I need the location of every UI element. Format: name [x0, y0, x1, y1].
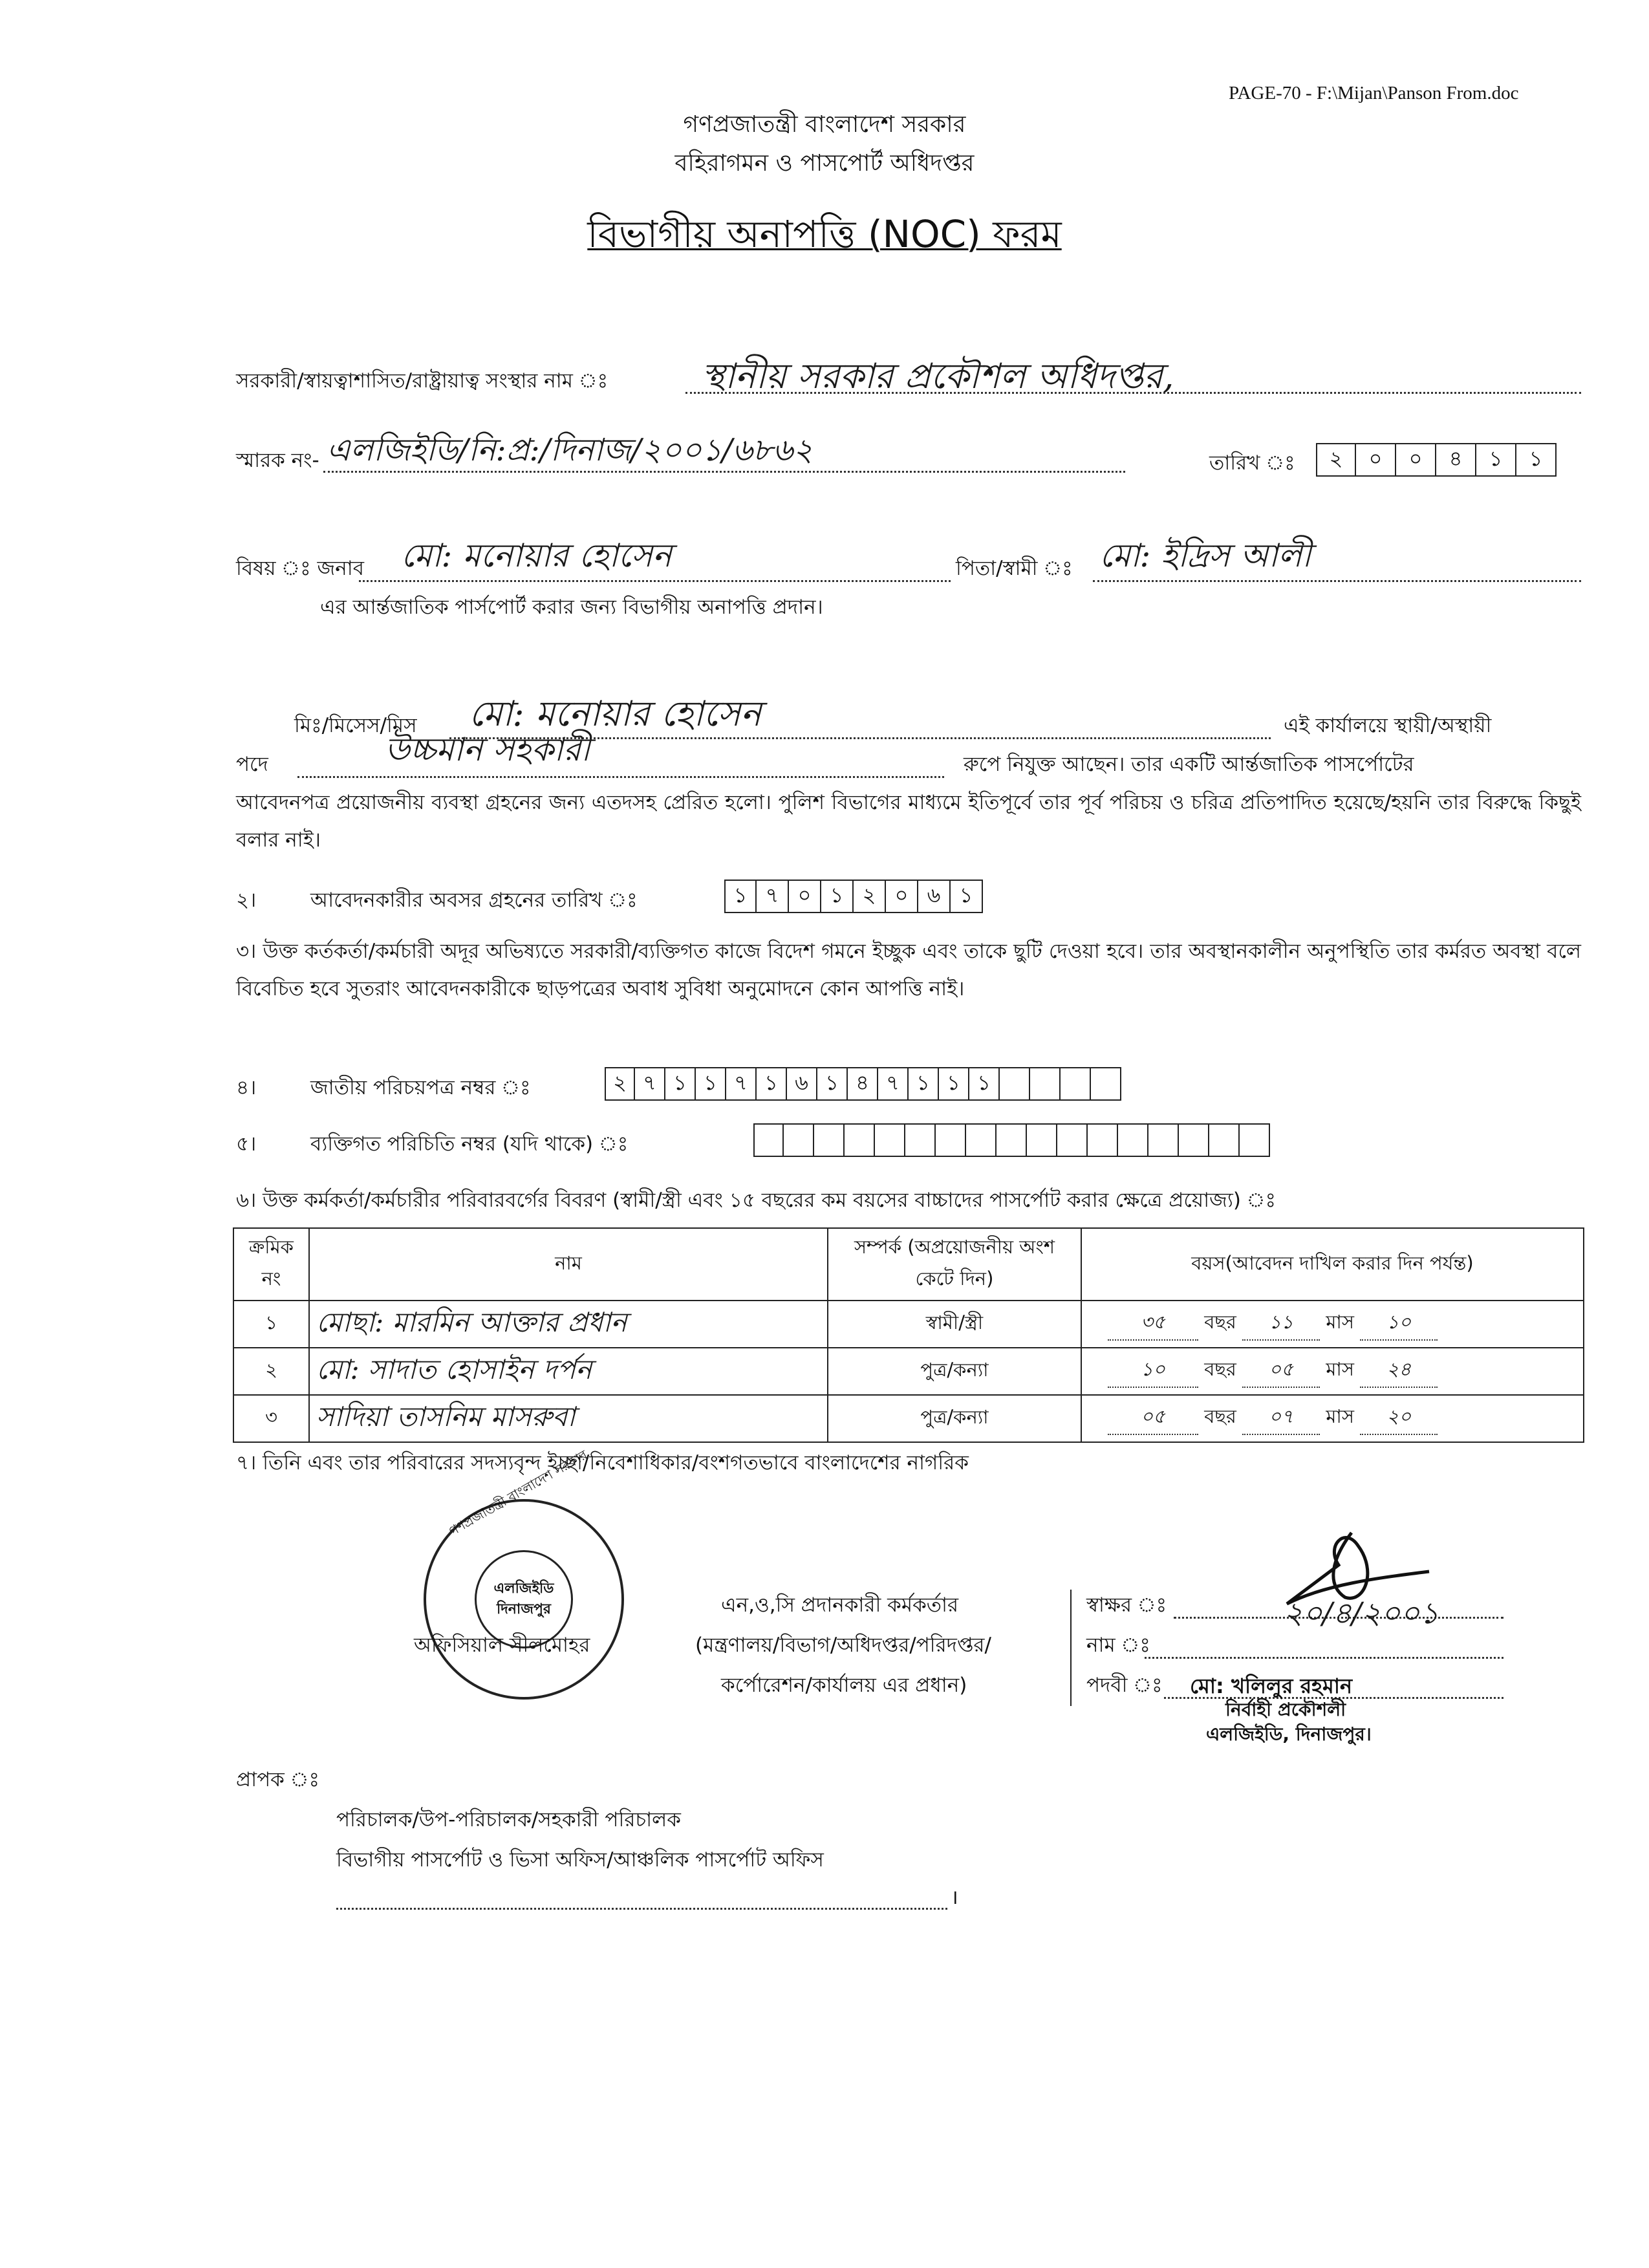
age-months: ২০ — [1360, 1402, 1438, 1435]
recipient-end: । — [951, 1886, 958, 1909]
row-name: মোছা: মারমিন আক্তার প্রধান — [309, 1301, 828, 1348]
header-serial: ক্রমিক নং — [233, 1228, 309, 1301]
sign-date: ২০/৪/২০০১ — [1284, 1595, 1439, 1630]
month-word: মাস — [1326, 1405, 1354, 1427]
nid-digit: ১ — [817, 1067, 848, 1101]
pid-digit — [1240, 1123, 1270, 1157]
nid-boxes — [605, 1067, 1121, 1101]
retire-digit: ২ — [854, 880, 886, 913]
retire-digit: ১ — [821, 880, 854, 913]
recipient-line1: পরিচালক/উপ-পরিচালক/সহকারী পরিচালক — [336, 1808, 681, 1831]
age-years: ০৫ — [1108, 1402, 1198, 1435]
item3-paragraph: ৩। উক্ত কর্তকর্তা/কর্মচারী অদূর অভিষ্যতে সরকারী/ব্যক্তিগত কাজে বিদেশ গমনে ইচ্ছুক এবং তাকে ছুটি দেওয়া হবে। তার অবস্থানকালীন অনুপস্থিতি তার কর্মরত অবস্থা বলে বিবেচিত হবে সুতরাং আবেদনকারীকে ছাড়পত্রের অবাধ সুবিধা অনুমোদনে কোন আপত্তি নাই। — [236, 940, 1581, 1000]
nid-digit: ১ — [696, 1067, 726, 1101]
seal-caption: অফিসিয়াল সীলমোহর — [414, 1634, 590, 1657]
age-y2: ০৭ — [1242, 1402, 1320, 1435]
seal-line1: এলজিইডি — [493, 1581, 554, 1597]
org-label: সরকারী/স্বায়ত্বাশাসিত/রাষ্ট্রায়াত্ব সংস্থার নাম ঃ — [236, 369, 609, 393]
issuer-line2: (মন্ত্রণালয়/বিভাগ/অধিদপ্তর/পরিদপ্তর/ — [695, 1634, 991, 1657]
year-word: বছর — [1204, 1405, 1236, 1427]
pid-digit — [1179, 1123, 1209, 1157]
stamp-title: নির্বাহী প্রকৌশলী — [1225, 1699, 1346, 1720]
nid-digit — [1000, 1067, 1030, 1101]
retirement-date-boxes — [724, 880, 983, 913]
personal-id-boxes — [753, 1123, 1270, 1157]
pid-digit — [753, 1123, 784, 1157]
row-name: সাদিয়া তাসনিম মাসরুবা — [309, 1395, 828, 1442]
post-label: পদে — [236, 753, 268, 776]
stamp-name: মো: খলিলুর রহমান — [1190, 1674, 1353, 1698]
nid-digit: ৭ — [878, 1067, 909, 1101]
pid-digit — [814, 1123, 845, 1157]
father-value: মো: ইদ্রিস আলী — [1099, 537, 1311, 574]
age-y2: ০৫ — [1242, 1355, 1320, 1388]
month-word: মাস — [1326, 1311, 1354, 1333]
name-dotted — [1145, 1657, 1503, 1659]
form-title-text: বিভাগীয় অনাপত্তি (NOC) ফরম — [587, 212, 1062, 256]
stamp-office: এলজিইডি, দিনাজপুর। — [1206, 1723, 1372, 1745]
table-row — [233, 1301, 1584, 1348]
header-relation: সম্পর্ক (অপ্রয়োজনীয় অংশ কেটে দিন) — [828, 1228, 1081, 1301]
item5-number: ৫। — [236, 1132, 257, 1156]
date-digit: ২ — [1316, 443, 1356, 477]
pid-digit — [936, 1123, 966, 1157]
pid-digit — [784, 1123, 814, 1157]
seal-ring-text: গণপ্রজাতন্ত্রী বাংলাদেশ সরকার — [446, 1447, 590, 1539]
nid-digit: ১ — [909, 1067, 939, 1101]
row-relation: স্বামী/স্ত্রী — [828, 1301, 1081, 1348]
seal-line2: দিনাজপুর — [496, 1601, 552, 1617]
retire-digit: ১ — [724, 880, 757, 913]
row-relation: পুত্র/কন্যা — [828, 1348, 1081, 1395]
retire-digit: ৬ — [918, 880, 951, 913]
month-word: মাস — [1326, 1358, 1354, 1380]
year-word: বছর — [1204, 1311, 1236, 1333]
father-label: পিতা/স্বামী ঃ — [956, 557, 1073, 580]
issuer-divider — [1070, 1590, 1072, 1706]
post-rest: রুপে নিযুক্ত আছেন। তার একটি আর্ন্তজাতিক পাসর্পোটের — [964, 753, 1414, 776]
recipient-line2: বিভাগীয় পাসর্পোট ও ভিসা অফিস/আঞ্চলিক পাসর্পোট অফিস — [336, 1848, 824, 1872]
pid-digit — [1027, 1123, 1057, 1157]
issuer-line3: কর্পোরেশন/কার্যালয় এর প্রধান) — [721, 1674, 967, 1697]
form-title — [0, 206, 1649, 268]
table-row — [233, 1395, 1584, 1442]
family-table — [233, 1227, 1584, 1443]
header-age: বয়স(আবেদন দাখিল করার দিন পর্যন্ত) — [1081, 1228, 1584, 1301]
nid-digit: ১ — [665, 1067, 696, 1101]
department-name: বহিরাগমন ও পাসপোর্ট অধিদপ্তর — [674, 150, 975, 177]
designation-label: পদবী ঃ — [1086, 1674, 1163, 1697]
retire-digit: ০ — [789, 880, 821, 913]
nid-digit: ৭ — [726, 1067, 757, 1101]
header-name: নাম — [309, 1228, 828, 1301]
age-months: ১০ — [1360, 1308, 1438, 1341]
subject-name: মো: মনোয়ার হোসেন — [401, 537, 672, 574]
item2-number: ২। — [236, 889, 257, 912]
pid-digit — [875, 1123, 905, 1157]
mr-label: মিঃ/মিসেস/মিস — [294, 714, 417, 737]
official-seal — [424, 1447, 624, 1700]
government-name: গণপ্রজাতন্ত্রী বাংলাদেশ সরকার — [683, 111, 966, 138]
pid-digit — [845, 1123, 875, 1157]
age-months: ২৪ — [1360, 1355, 1438, 1388]
table-row — [233, 1348, 1584, 1395]
org-value: স্থানীয় সরকার প্রকৌশল অধিদপ্তর, — [702, 356, 1174, 396]
date-boxes — [1316, 443, 1557, 477]
memo-value: এলজিইডি/নি:প্র:/দিনাজ/২০০১/৬৮৬২ — [327, 432, 814, 468]
retire-digit: ১ — [951, 880, 983, 913]
pid-digit — [997, 1123, 1027, 1157]
row-age — [1081, 1348, 1584, 1395]
row-serial: ২ — [233, 1348, 309, 1395]
post-value: উচ্চমান সহকারী — [385, 731, 590, 768]
subject-line2: এর আর্ন্তজাতিক পার্সপোর্ট করার জন্য বিভাগীয় অনাপত্তি প্রদান। — [320, 596, 823, 619]
pid-digit — [1148, 1123, 1179, 1157]
family-table-header — [233, 1228, 1584, 1301]
year-word: বছর — [1204, 1358, 1236, 1380]
body-paragraph: আবেদনপত্র প্রয়োজনীয় ব্যবস্থা গ্রহনের জন্য এতদসহ প্রেরিত হলো। পুলিশ বিভাগের মাধ্যমে ইতিপূর্বে তার পূর্ব পরিচয় ও চরিত্র প্রতিপাদিত হয়েছে/হয়নি তার বিরুদ্ধে কিছুই বলার নাই। — [236, 791, 1581, 852]
item2-label: আবেদনকারীর অবসর গ্রহনের তারিখ ঃ — [310, 889, 638, 912]
item5-label: ব্যক্তিগত পরিচিতি নম্বর (যদি থাকে) ঃ — [310, 1132, 629, 1156]
name-label: নাম ঃ — [1086, 1634, 1150, 1657]
nid-digit: ১ — [757, 1067, 787, 1101]
row-relation: পুত্র/কন্যা — [828, 1395, 1081, 1442]
row-name: মো: সাদাত হোসাইন দর্পন — [309, 1348, 828, 1395]
nid-digit: ৭ — [635, 1067, 665, 1101]
pid-digit — [1209, 1123, 1240, 1157]
item4-label: জাতীয় পরিচয়পত্র নম্বর ঃ — [310, 1076, 531, 1099]
office-text: এই কার্যালয়ে স্থায়ী/অস্থায়ী — [1284, 714, 1492, 737]
item7-text: ৭। তিনি এবং তার পরিবারের সদস্যবৃন্দ ইচ্ছা/নিবেশাধিকার/বংশগতভাবে বাংলাদেশের নাগরিক — [236, 1451, 969, 1474]
pid-digit — [966, 1123, 997, 1157]
nid-digit — [1091, 1067, 1121, 1101]
nid-digit — [1061, 1067, 1091, 1101]
item4-number: ৪। — [236, 1076, 257, 1099]
sign-label: স্বাক্ষর ঃ — [1086, 1593, 1167, 1617]
pid-digit — [1118, 1123, 1148, 1157]
recipient-dotted — [336, 1908, 947, 1910]
nid-digit: ২ — [605, 1067, 635, 1101]
nid-digit — [1030, 1067, 1061, 1101]
date-digit: ০ — [1396, 443, 1436, 477]
item6-text: ৬। উক্ত কর্মকর্তা/কর্মচারীর পরিবারবর্গের বিবরণ (স্বামী/স্ত্রী এবং ১৫ বছরের কম বয়সের বাচ্চাদের পাসর্পোট করার ক্ষেত্রে প্রয়োজ্য) ঃ — [236, 1189, 1277, 1212]
retire-digit: ৭ — [757, 880, 789, 913]
age-y2: ১১ — [1242, 1308, 1320, 1341]
page-reference: PAGE-70 - F:\Mijan\Panson From.doc — [1229, 83, 1519, 103]
issuer-line1: এন,ও,সি প্রদানকারী কর্মকর্তার — [721, 1593, 959, 1617]
age-years: ১০ — [1108, 1355, 1198, 1388]
pid-digit — [1088, 1123, 1118, 1157]
date-digit: ৪ — [1436, 443, 1476, 477]
subject-label: বিষয় ঃ জনাব — [236, 557, 364, 580]
pid-digit — [1057, 1123, 1088, 1157]
date-digit: ১ — [1476, 443, 1516, 477]
mr-name: মো: মনোয়ার হোসেন — [469, 693, 762, 734]
nid-digit: ৬ — [787, 1067, 817, 1101]
retire-digit: ০ — [886, 880, 918, 913]
row-serial: ১ — [233, 1301, 309, 1348]
nid-digit: ৪ — [848, 1067, 878, 1101]
recipient-label: প্রাপক ঃ — [236, 1768, 319, 1791]
row-age — [1081, 1301, 1584, 1348]
row-age — [1081, 1395, 1584, 1442]
date-digit: ১ — [1516, 443, 1557, 477]
pid-digit — [905, 1123, 936, 1157]
memo-label: স্মারক নং- — [236, 449, 319, 472]
date-digit: ০ — [1356, 443, 1396, 477]
nid-digit: ১ — [969, 1067, 1000, 1101]
age-years: ৩৫ — [1108, 1308, 1198, 1341]
date-label: তারিখ ঃ — [1209, 451, 1295, 475]
nid-digit: ১ — [939, 1067, 969, 1101]
row-serial: ৩ — [233, 1395, 309, 1442]
